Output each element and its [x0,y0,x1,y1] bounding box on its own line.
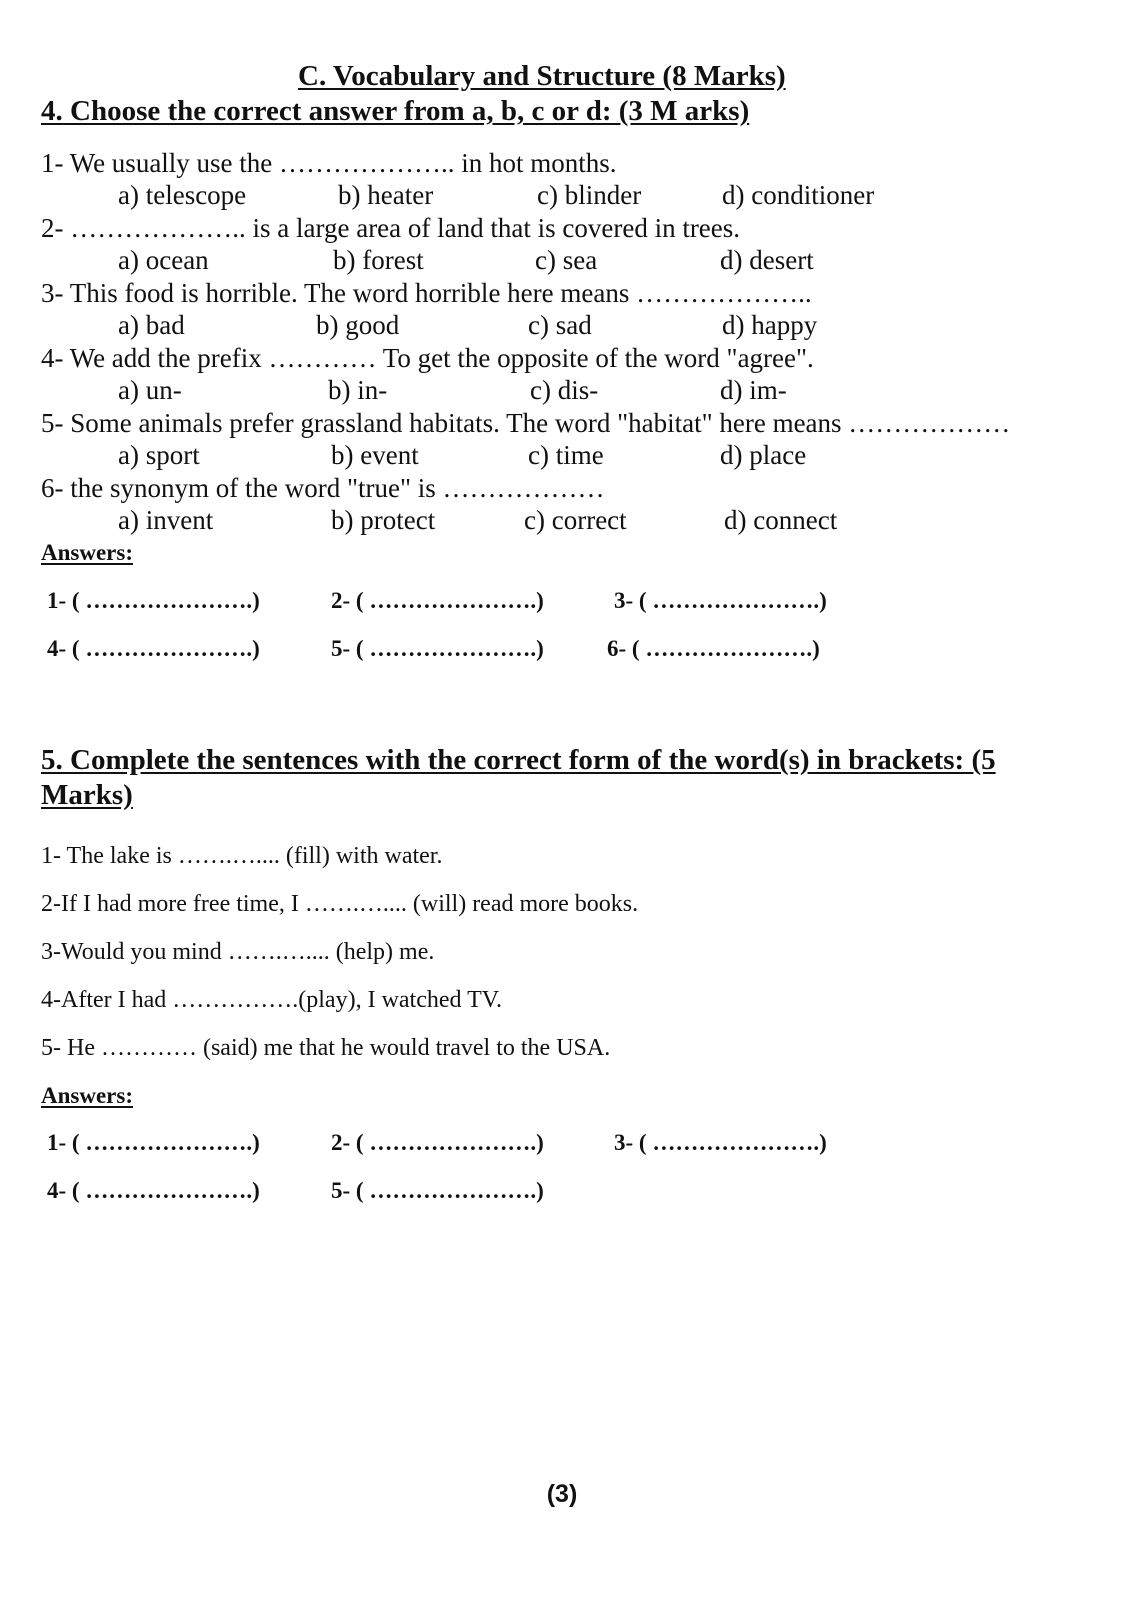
q2-option-b[interactable]: b) forest [333,245,424,275]
q4-option-d[interactable]: d) im- [720,375,787,405]
q6-option-c[interactable]: c) correct [524,505,627,535]
question-4: 4- We add the prefix ………… To get the opposite of the word "agree". [41,343,814,373]
part5-heading-line1: 5. Complete the sentences with the correct form of the word(s) in brackets: (5 [41,744,996,776]
part5-sentence-3: 3-Would you mind …….….... (help) me. [41,939,435,965]
part5-answers-label: Answers: [41,1083,133,1108]
q6-option-d[interactable]: d) connect [724,505,838,535]
question-6: 6- the synonym of the word "true" is ……………… [41,473,605,503]
part4-answer-slot-6[interactable]: 6- ( ………………….) [607,636,820,661]
q3-option-b[interactable]: b) good [316,310,400,340]
q1-option-c[interactable]: c) blinder [537,180,642,210]
part5-sentence-4: 4-After I had …………….(play), I watched TV. [41,987,502,1013]
part4-heading: 4. Choose the correct answer from a, b, c or d: (3 M arks) [41,95,750,127]
q6-option-a[interactable]: a) invent [118,505,214,535]
q2-option-d[interactable]: d) desert [720,245,814,275]
q5-option-b[interactable]: b) event [331,440,419,470]
q4-option-a[interactable]: a) un- [118,375,182,405]
q3-option-d[interactable]: d) happy [722,310,818,340]
q5-option-c[interactable]: c) time [528,440,604,470]
part5-answer-slot-2[interactable]: 2- ( ………………….) [331,1130,544,1155]
part4-answers-label: Answers: [41,540,133,565]
part4-answer-slot-4[interactable]: 4- ( ………………….) [47,636,260,661]
part5-answer-slot-1[interactable]: 1- ( ………………….) [47,1130,260,1155]
part5-answer-slot-3[interactable]: 3- ( ………………….) [614,1130,827,1155]
q4-option-b[interactable]: b) in- [328,375,388,405]
part5-sentence-1: 1- The lake is …….….... (fill) with water. [41,843,443,869]
question-5: 5- Some animals prefer grassland habitats. The word "habitat" here means ……………… [41,408,1011,438]
part5-heading-line2: Marks) [41,779,133,811]
part5-sentence-2: 2-If I had more free time, I …….….... (will) read more books. [41,891,639,917]
q2-option-c[interactable]: c) sea [535,245,598,275]
q6-option-b[interactable]: b) protect [331,505,436,535]
q3-option-c[interactable]: c) sad [528,310,592,340]
q1-option-d[interactable]: d) conditioner [722,180,875,210]
part5-sentence-5: 5- He ………… (said) me that he would travel to the USA. [41,1035,611,1061]
part4-answer-slot-3[interactable]: 3- ( ………………….) [614,588,827,613]
part4-answer-slot-2[interactable]: 2- ( ………………….) [331,588,544,613]
q1-option-b[interactable]: b) heater [338,180,434,210]
q3-option-a[interactable]: a) bad [118,310,185,340]
page-number: (3) [546,1480,578,1508]
question-1: 1- We usually use the ……………….. in hot months. [41,148,617,178]
part4-answer-slot-1[interactable]: 1- ( ………………….) [47,588,260,613]
q4-option-c[interactable]: c) dis- [530,375,599,405]
q1-option-a[interactable]: a) telescope [118,180,247,210]
q5-option-d[interactable]: d) place [720,440,807,470]
question-2: 2- ……………….. is a large area of land that is covered in trees. [41,213,741,243]
q5-option-a[interactable]: a) sport [118,440,200,470]
q2-option-a[interactable]: a) ocean [118,245,209,275]
question-3: 3- This food is horrible. The word horrible here means ……………….. [41,278,812,308]
part5-answer-slot-5[interactable]: 5- ( ………………….) [331,1178,544,1203]
part5-answer-slot-4[interactable]: 4- ( ………………….) [47,1178,260,1203]
part4-answer-slot-5[interactable]: 5- ( ………………….) [331,636,544,661]
section-title: C. Vocabulary and Structure (8 Marks) [298,60,786,92]
